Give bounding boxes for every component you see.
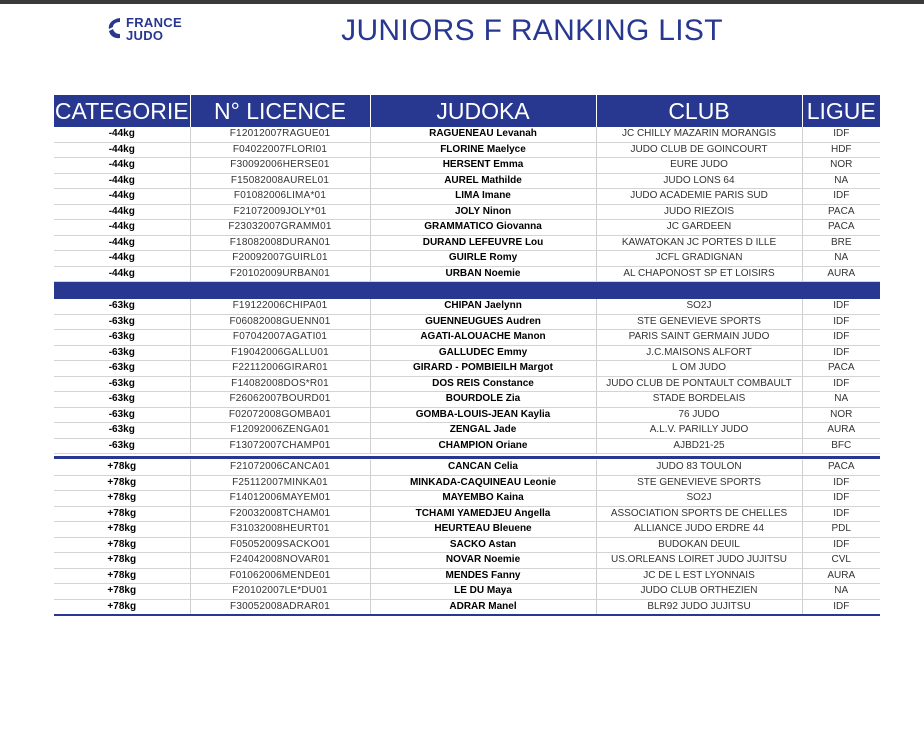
club-cell: J.C.MAISONS ALFORT xyxy=(596,345,802,361)
ligue-cell: IDF xyxy=(802,189,880,205)
club-cell: AL CHAPONOST SP ET LOISIRS xyxy=(596,266,802,282)
category-cell: -44kg xyxy=(54,173,190,189)
logo-text-france: FRANCE xyxy=(126,15,182,30)
licence-cell: F19042006GALLU01 xyxy=(190,345,370,361)
column-header-club: CLUB xyxy=(596,95,802,127)
ligue-cell: AURA xyxy=(802,266,880,282)
club-cell: JCFL GRADIGNAN xyxy=(596,251,802,267)
licence-cell: F20102007LE*DU01 xyxy=(190,584,370,600)
judoka-cell: NOVAR Noemie xyxy=(370,553,596,569)
category-cell: +78kg xyxy=(54,537,190,553)
category-cell: -63kg xyxy=(54,407,190,423)
judoka-cell: CANCAN Celia xyxy=(370,460,596,475)
judoka-cell: LIMA Imane xyxy=(370,189,596,205)
licence-cell: F05052009SACKO01 xyxy=(190,537,370,553)
licence-cell: F15082008AUREL01 xyxy=(190,173,370,189)
club-cell: STADE BORDELAIS xyxy=(596,392,802,408)
judoka-cell: RAGUENEAU Levanah xyxy=(370,127,596,142)
ligue-cell: IDF xyxy=(802,537,880,553)
judoka-cell: JOLY Ninon xyxy=(370,204,596,220)
club-cell: JUDO CLUB ORTHEZIEN xyxy=(596,584,802,600)
club-cell: STE GENEVIEVE SPORTS xyxy=(596,314,802,330)
ligue-cell: IDF xyxy=(802,330,880,346)
ligue-cell: IDF xyxy=(802,599,880,615)
club-cell: JC GARDEEN xyxy=(596,220,802,236)
category-cell: +78kg xyxy=(54,599,190,615)
judoka-cell: GUENNEUGUES Audren xyxy=(370,314,596,330)
category-cell: +78kg xyxy=(54,553,190,569)
club-cell: US.ORLEANS LOIRET JUDO JUJITSU xyxy=(596,553,802,569)
category-cell: +78kg xyxy=(54,475,190,491)
table-row xyxy=(54,392,880,408)
club-cell: JC CHILLY MAZARIN MORANGIS xyxy=(596,127,802,142)
category-cell: -44kg xyxy=(54,158,190,174)
category-cell: +78kg xyxy=(54,491,190,507)
judoka-cell: HEURTEAU Bleuene xyxy=(370,522,596,538)
judoka-cell: CHIPAN Jaelynn xyxy=(370,299,596,314)
table-row xyxy=(54,423,880,439)
licence-cell: F04022007FLORI01 xyxy=(190,142,370,158)
table-row xyxy=(54,506,880,522)
judoka-cell: ZENGAL Jade xyxy=(370,423,596,439)
ligue-cell: AURA xyxy=(802,568,880,584)
table-row xyxy=(54,491,880,507)
table-row xyxy=(54,330,880,346)
judoka-cell: CHAMPION Oriane xyxy=(370,438,596,454)
licence-cell: F01082006LIMA*01 xyxy=(190,189,370,205)
table-row xyxy=(54,407,880,423)
category-cell: -44kg xyxy=(54,127,190,142)
category-cell: -63kg xyxy=(54,423,190,439)
licence-cell: F30092006HERSE01 xyxy=(190,158,370,174)
table-row xyxy=(54,522,880,538)
licence-cell: F24042008NOVAR01 xyxy=(190,553,370,569)
category-cell: -63kg xyxy=(54,392,190,408)
table-row xyxy=(54,220,880,236)
table-row xyxy=(54,599,880,615)
column-header-judoka: JUDOKA xyxy=(370,95,596,127)
judoka-cell: GRAMMATICO Giovanna xyxy=(370,220,596,236)
club-cell: L OM JUDO xyxy=(596,361,802,377)
column-header-categorie: CATEGORIE xyxy=(54,95,190,127)
licence-cell: F25112007MINKA01 xyxy=(190,475,370,491)
club-cell: SO2J xyxy=(596,299,802,314)
table-row xyxy=(54,584,880,600)
licence-cell: F06082008GUENN01 xyxy=(190,314,370,330)
separator-bar xyxy=(54,282,880,300)
club-cell: JUDO CLUB DE PONTAULT COMBAULT xyxy=(596,376,802,392)
table-body xyxy=(54,127,880,615)
ligue-cell: BRE xyxy=(802,235,880,251)
club-cell: 76 JUDO xyxy=(596,407,802,423)
table-row xyxy=(54,189,880,205)
judoka-cell: LE DU Maya xyxy=(370,584,596,600)
judoka-cell: ADRAR Manel xyxy=(370,599,596,615)
ligue-cell: IDF xyxy=(802,345,880,361)
club-cell: JUDO 83 TOULON xyxy=(596,460,802,475)
ligue-cell: NA xyxy=(802,251,880,267)
licence-cell: F13072007CHAMP01 xyxy=(190,438,370,454)
table-row xyxy=(54,314,880,330)
licence-cell: F20092007GUIRL01 xyxy=(190,251,370,267)
licence-cell: F26062007BOURD01 xyxy=(190,392,370,408)
table-row xyxy=(54,299,880,314)
club-cell: JUDO RIEZOIS xyxy=(596,204,802,220)
ligue-cell: IDF xyxy=(802,127,880,142)
licence-cell: F18082008DURAN01 xyxy=(190,235,370,251)
page-title: JUNIORS F RANKING LIST xyxy=(341,14,723,47)
club-cell: BLR92 JUDO JUJITSU xyxy=(596,599,802,615)
category-cell: -44kg xyxy=(54,266,190,282)
category-cell: -44kg xyxy=(54,189,190,205)
ligue-cell: IDF xyxy=(802,491,880,507)
category-cell: +78kg xyxy=(54,584,190,600)
ligue-cell: IDF xyxy=(802,475,880,491)
ligue-cell: IDF xyxy=(802,314,880,330)
judoka-cell: TCHAMI YAMEDJEU Angella xyxy=(370,506,596,522)
top-border xyxy=(0,0,924,4)
ligue-cell: NA xyxy=(802,392,880,408)
club-cell: BUDOKAN DEUIL xyxy=(596,537,802,553)
column-header-licence: N° LICENCE xyxy=(190,95,370,127)
ligue-cell: PACA xyxy=(802,220,880,236)
table-row xyxy=(54,460,880,475)
ligue-cell: PACA xyxy=(802,204,880,220)
table-row xyxy=(54,266,880,282)
table-row xyxy=(54,475,880,491)
ligue-cell: CVL xyxy=(802,553,880,569)
club-cell: A.L.V. PARILLY JUDO xyxy=(596,423,802,439)
judoka-cell: FLORINE Maelyce xyxy=(370,142,596,158)
club-cell: ASSOCIATION SPORTS DE CHELLES xyxy=(596,506,802,522)
judoka-cell: AUREL Mathilde xyxy=(370,173,596,189)
licence-cell: F01062006MENDE01 xyxy=(190,568,370,584)
judoka-cell: DURAND LEFEUVRE Lou xyxy=(370,235,596,251)
table-header-row xyxy=(54,95,880,127)
table-row xyxy=(54,173,880,189)
separator-line xyxy=(54,456,880,459)
club-cell: ALLIANCE JUDO ERDRE 44 xyxy=(596,522,802,538)
ligue-cell: IDF xyxy=(802,506,880,522)
judoka-cell: MAYEMBO Kaina xyxy=(370,491,596,507)
judoka-cell: AGATI-ALOUACHE Manon xyxy=(370,330,596,346)
ligue-cell: PACA xyxy=(802,361,880,377)
club-cell: JUDO ACADEMIE PARIS SUD xyxy=(596,189,802,205)
judoka-cell: SACKO Astan xyxy=(370,537,596,553)
licence-cell: F07042007AGATI01 xyxy=(190,330,370,346)
category-cell: -63kg xyxy=(54,314,190,330)
table-row xyxy=(54,361,880,377)
club-cell: JC DE L EST LYONNAIS xyxy=(596,568,802,584)
club-cell: KAWATOKAN JC PORTES D ILLE xyxy=(596,235,802,251)
ligue-cell: NOR xyxy=(802,407,880,423)
ligue-cell: NOR xyxy=(802,158,880,174)
ranking-table xyxy=(54,95,880,616)
category-cell: -63kg xyxy=(54,361,190,377)
judoka-cell: DOS REIS Constance xyxy=(370,376,596,392)
ligue-cell: NA xyxy=(802,584,880,600)
category-cell: +78kg xyxy=(54,460,190,475)
category-cell: -44kg xyxy=(54,220,190,236)
category-cell: -63kg xyxy=(54,299,190,314)
club-cell: JUDO CLUB DE GOINCOURT xyxy=(596,142,802,158)
judoka-cell: GALLUDEC Emmy xyxy=(370,345,596,361)
table-row xyxy=(54,438,880,454)
club-cell: PARIS SAINT GERMAIN JUDO xyxy=(596,330,802,346)
category-cell: -44kg xyxy=(54,235,190,251)
table-row xyxy=(54,376,880,392)
licence-cell: F21072006CANCA01 xyxy=(190,460,370,475)
licence-cell: F23032007GRAMM01 xyxy=(190,220,370,236)
licence-cell: F12012007RAGUE01 xyxy=(190,127,370,142)
licence-cell: F14012006MAYEM01 xyxy=(190,491,370,507)
judoka-cell: BOURDOLE Zia xyxy=(370,392,596,408)
category-cell: -63kg xyxy=(54,330,190,346)
category-cell: +78kg xyxy=(54,568,190,584)
table-row xyxy=(54,235,880,251)
category-cell: -44kg xyxy=(54,251,190,267)
club-cell: JUDO LONS 64 xyxy=(596,173,802,189)
category-cell: +78kg xyxy=(54,506,190,522)
table-row xyxy=(54,345,880,361)
licence-cell: F30052008ADRAR01 xyxy=(190,599,370,615)
judoka-cell: GIRARD - POMBIEILH Margot xyxy=(370,361,596,377)
ligue-cell: PDL xyxy=(802,522,880,538)
judoka-cell: HERSENT Emma xyxy=(370,158,596,174)
judoka-cell: MENDES Fanny xyxy=(370,568,596,584)
category-cell: +78kg xyxy=(54,522,190,538)
table-row xyxy=(54,568,880,584)
licence-cell: F31032008HEURT01 xyxy=(190,522,370,538)
category-cell: -63kg xyxy=(54,376,190,392)
licence-cell: F21072009JOLY*01 xyxy=(190,204,370,220)
table-row xyxy=(54,553,880,569)
licence-cell: F20102009URBAN01 xyxy=(190,266,370,282)
table-row xyxy=(54,142,880,158)
column-header-ligue: LIGUE xyxy=(802,95,880,127)
ligue-cell: AURA xyxy=(802,423,880,439)
ligue-cell: IDF xyxy=(802,376,880,392)
table-row xyxy=(54,204,880,220)
table-row xyxy=(54,158,880,174)
category-cell: -44kg xyxy=(54,204,190,220)
judoka-cell: GUIRLE Romy xyxy=(370,251,596,267)
club-cell: EURE JUDO xyxy=(596,158,802,174)
judoka-cell: URBAN Noemie xyxy=(370,266,596,282)
licence-cell: F20032008TCHAM01 xyxy=(190,506,370,522)
ligue-cell: NA xyxy=(802,173,880,189)
category-cell: -63kg xyxy=(54,438,190,454)
club-cell: STE GENEVIEVE SPORTS xyxy=(596,475,802,491)
club-cell: SO2J xyxy=(596,491,802,507)
judoka-cell: MINKADA-CAQUINEAU Leonie xyxy=(370,475,596,491)
logo-text-judo: JUDO xyxy=(126,28,164,43)
judoka-cell: GOMBA-LOUIS-JEAN Kaylia xyxy=(370,407,596,423)
ligue-cell: IDF xyxy=(802,299,880,314)
ligue-cell: BFC xyxy=(802,438,880,454)
category-cell: -44kg xyxy=(54,142,190,158)
club-cell: AJBD21-25 xyxy=(596,438,802,454)
licence-cell: F14082008DOS*R01 xyxy=(190,376,370,392)
category-cell: -63kg xyxy=(54,345,190,361)
licence-cell: F19122006CHIPA01 xyxy=(190,299,370,314)
table-row xyxy=(54,537,880,553)
licence-cell: F12092006ZENGA01 xyxy=(190,423,370,439)
licence-cell: F02072008GOMBA01 xyxy=(190,407,370,423)
table-row xyxy=(54,251,880,267)
licence-cell: F22112006GIRAR01 xyxy=(190,361,370,377)
ligue-cell: HDF xyxy=(802,142,880,158)
table-row xyxy=(54,127,880,142)
ligue-cell: PACA xyxy=(802,460,880,475)
group-separator xyxy=(54,282,880,300)
